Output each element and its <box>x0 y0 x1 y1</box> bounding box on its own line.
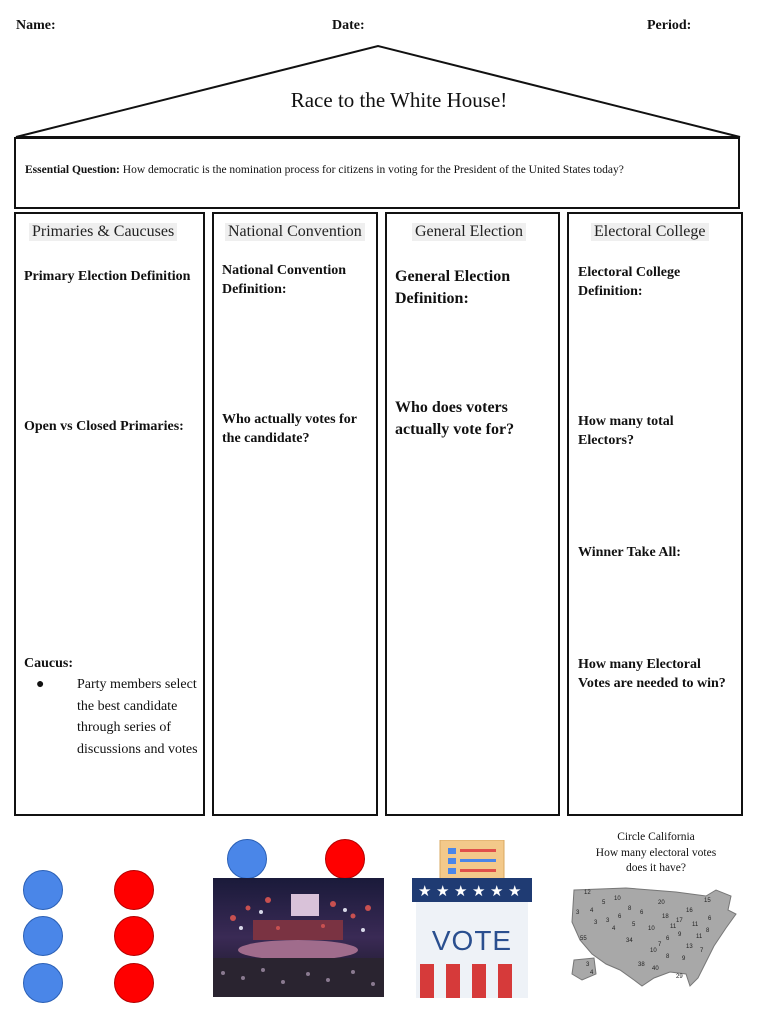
prompt-caucus: Caucus: <box>24 656 74 671</box>
caucus-bullet-text: Party members select the best candidate through series of discussions and votes <box>77 677 198 757</box>
map-state-number: 10 <box>650 948 657 954</box>
prompt-open-closed: Open vs Closed Primaries: <box>24 419 184 434</box>
map-state-number: 9 <box>678 932 682 938</box>
prompt-winner-take-all: Winner Take All: <box>578 545 681 560</box>
map-state-number: 7 <box>700 948 704 954</box>
column-convention <box>212 212 378 816</box>
prompt-who-votes: Who actually votes for the candidate? <box>222 412 357 446</box>
map-state-number: 11 <box>696 934 703 940</box>
map-state-number: 11 <box>670 924 677 930</box>
map-state-number: 5 <box>602 900 606 906</box>
name-label: Name: <box>16 18 56 33</box>
map-state-number: 10 <box>614 896 621 902</box>
map-state-number: 10 <box>648 926 655 932</box>
column-general-election <box>385 212 560 816</box>
svg-text:★: ★ <box>472 883 486 900</box>
map-state-number: 55 <box>580 936 587 942</box>
red-circle <box>325 839 365 879</box>
prompt-convention-definition: National Convention Definition: <box>222 263 347 297</box>
us-electoral-map <box>566 882 746 992</box>
essential-question-box <box>14 137 740 209</box>
map-state-number: 6 <box>640 910 644 916</box>
map-state-number: 6 <box>618 914 622 920</box>
period-label: Period: <box>647 18 692 33</box>
date-label: Date: <box>332 18 365 33</box>
prompt-total-electors: How many total Electors? <box>578 414 674 448</box>
page-title: Race to the White House! <box>290 88 508 112</box>
column-title: National Convention <box>225 223 365 241</box>
blue-circle <box>23 963 63 1003</box>
column-title: Electoral College <box>591 223 709 241</box>
red-circle <box>114 963 154 1003</box>
map-state-number: 3 <box>594 920 598 926</box>
map-state-number: 7 <box>658 942 662 948</box>
map-state-number: 38 <box>638 962 645 968</box>
map-caption-line: Circle California <box>617 831 695 843</box>
map-state-number: 8 <box>706 928 710 934</box>
map-state-number: 8 <box>628 906 632 912</box>
map-state-number: 18 <box>662 914 669 920</box>
svg-text:★: ★ <box>508 883 522 900</box>
column-title: Primaries & Caucuses <box>29 223 177 241</box>
map-state-number: 16 <box>686 908 693 914</box>
map-state-number: 29 <box>676 974 683 980</box>
column-primaries <box>14 212 205 816</box>
prompt-primary-definition: Primary Election Definition <box>24 269 191 284</box>
map-state-number: 17 <box>676 918 683 924</box>
svg-text:★: ★ <box>454 883 468 900</box>
map-state-number: 6 <box>666 936 670 942</box>
svg-text:★: ★ <box>418 883 432 900</box>
column-title: General Election <box>412 223 526 241</box>
map-state-number: 9 <box>682 956 686 962</box>
essential-question-label: Essential Question: <box>25 164 120 176</box>
map-state-number: 4 <box>590 908 594 914</box>
convention-photo <box>213 878 384 997</box>
map-state-number: 5 <box>632 922 636 928</box>
svg-text:★: ★ <box>436 883 450 900</box>
map-caption <box>568 830 744 877</box>
map-state-number: 3 <box>586 962 590 968</box>
map-caption-line: How many electoral votes <box>595 846 717 859</box>
map-state-number: 34 <box>626 938 633 944</box>
red-circle <box>114 916 154 956</box>
prompt-electoral-definition: Electoral College Definition: <box>578 265 681 299</box>
map-state-number: 12 <box>584 890 591 896</box>
map-state-number: 6 <box>708 916 712 922</box>
svg-text:★: ★ <box>490 883 504 900</box>
prompt-votes-needed: How many Electoral Votes are needed to win? <box>578 657 726 691</box>
map-state-number: 3 <box>576 910 580 916</box>
red-circle <box>114 870 154 910</box>
map-state-number: 40 <box>652 966 659 972</box>
blue-circle <box>227 839 267 879</box>
blue-circle <box>23 916 63 956</box>
blue-circle <box>23 870 63 910</box>
vote-label: VOTE <box>431 925 513 956</box>
map-caption-line: does it have? <box>625 862 687 874</box>
map-state-number: 4 <box>590 970 594 976</box>
map-state-number: 3 <box>606 918 610 924</box>
map-state-number: 8 <box>666 954 670 960</box>
column-electoral-college <box>567 212 743 816</box>
map-state-number: 20 <box>658 900 665 906</box>
map-state-number: 15 <box>704 898 711 904</box>
map-state-number: 11 <box>692 922 699 928</box>
ballot-box-image <box>412 840 534 998</box>
map-state-number: 13 <box>686 944 693 950</box>
essential-question <box>25 164 624 176</box>
roof-triangle <box>0 0 768 140</box>
prompt-general-definition: General Election Definition: <box>395 268 511 307</box>
map-state-number: 4 <box>612 926 616 932</box>
bullet-dot-icon: ● <box>36 677 45 692</box>
prompt-who-voters-vote: Who does voters actually vote for? <box>395 399 515 438</box>
essential-question-text: How democratic is the nomination process for citizens in voting for the President of the United States today? <box>122 164 624 176</box>
